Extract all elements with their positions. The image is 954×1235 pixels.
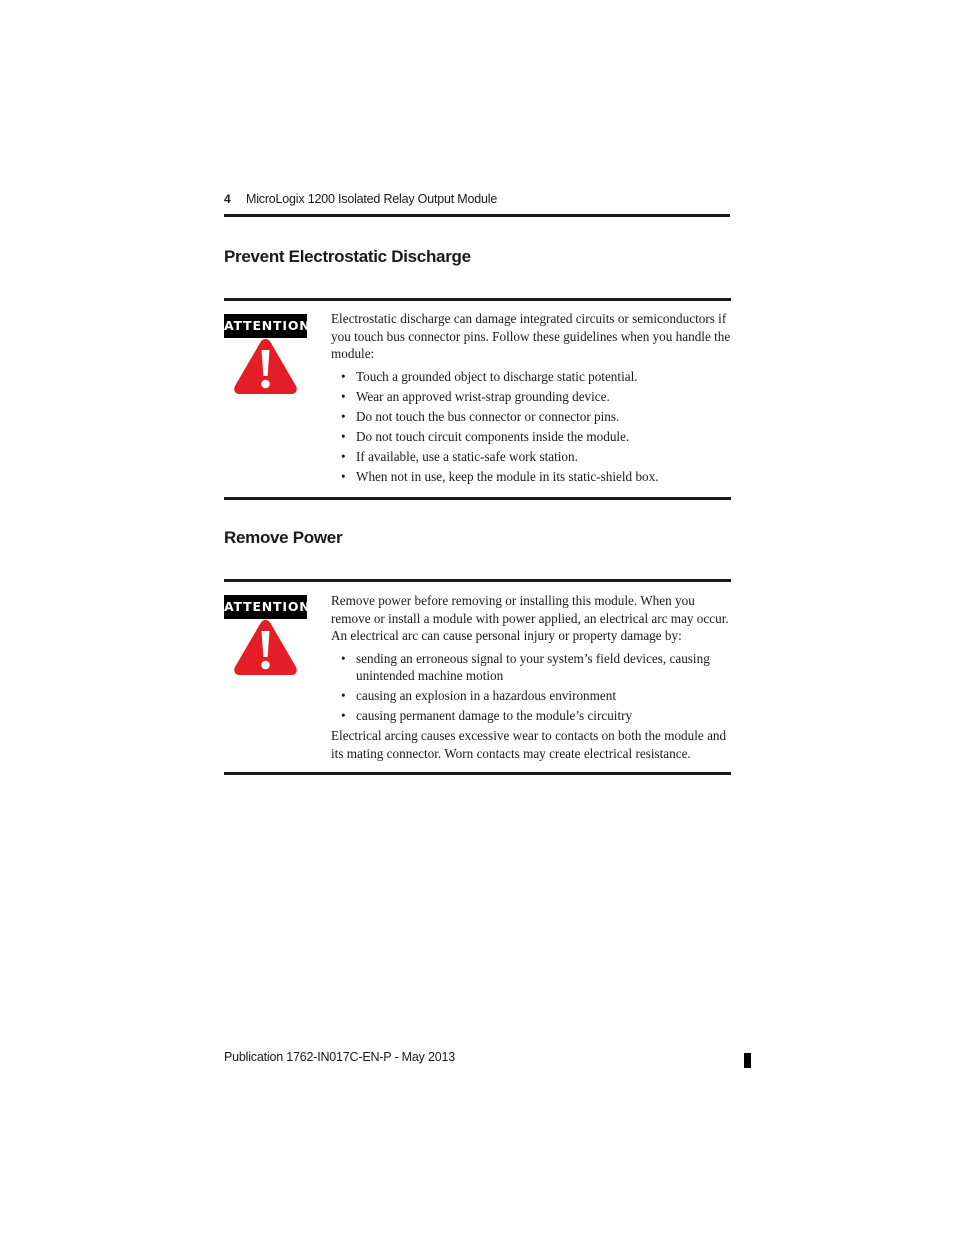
list-item: • causing an explosion in a hazardous environment — [331, 687, 731, 705]
attention-intro: Remove power before removing or installing this module. When you remove or install a module with power applied, an electrical arc may occur. An electrical arc can cause personal injury or property damage by: — [331, 593, 729, 643]
warning-triangle-icon — [232, 336, 299, 396]
attention-label: ATTENTION — [224, 595, 307, 619]
attention-intro: Electrostatic discharge can damage integrated circuits or semiconductors if you touch bus connector pins. Follow these guidelines when you handle the module: — [331, 311, 731, 361]
document-title: MicroLogix 1200 Isolated Relay Output Module — [246, 192, 498, 206]
list-item: • causing permanent damage to the module’s circuitry — [331, 707, 731, 725]
page-edge-marker — [744, 1053, 751, 1068]
guideline-list — [331, 368, 731, 486]
list-item: • Touch a grounded object to discharge static potential. — [331, 368, 731, 386]
list-item: • When not in use, keep the module in its static-shield box. — [331, 468, 731, 486]
warning-triangle-icon — [232, 617, 299, 677]
list-item: • Do not touch the bus connector or connector pins. — [331, 408, 731, 426]
attention-outro: Electrical arcing causes excessive wear to contacts on both the module and its mating connector. Worn contacts may create electrical resistance. — [331, 728, 727, 761]
attention-block-remove-power — [224, 579, 731, 775]
section-heading-esd: Prevent Electrostatic Discharge — [224, 247, 471, 266]
attention-block-esd — [224, 298, 731, 500]
list-item: • If available, use a static-safe work station. — [331, 448, 731, 466]
attention-label: ATTENTION — [224, 314, 307, 338]
section-heading-remove-power: Remove Power — [224, 528, 343, 547]
attention-text-remove-power — [331, 592, 731, 762]
hazard-list — [331, 650, 731, 725]
page-header — [224, 191, 730, 217]
page-number: 4 — [224, 192, 231, 206]
list-item: • sending an erroneous signal to your system’s field devices, causing unintended machine motion — [331, 650, 731, 685]
attention-text-esd — [331, 310, 731, 488]
list-item: • Wear an approved wrist-strap grounding device. — [331, 388, 731, 406]
publication-footer: Publication 1762-IN017C-EN-P - May 2013 — [224, 1050, 455, 1064]
list-item: • Do not touch circuit components inside the module. — [331, 428, 731, 446]
